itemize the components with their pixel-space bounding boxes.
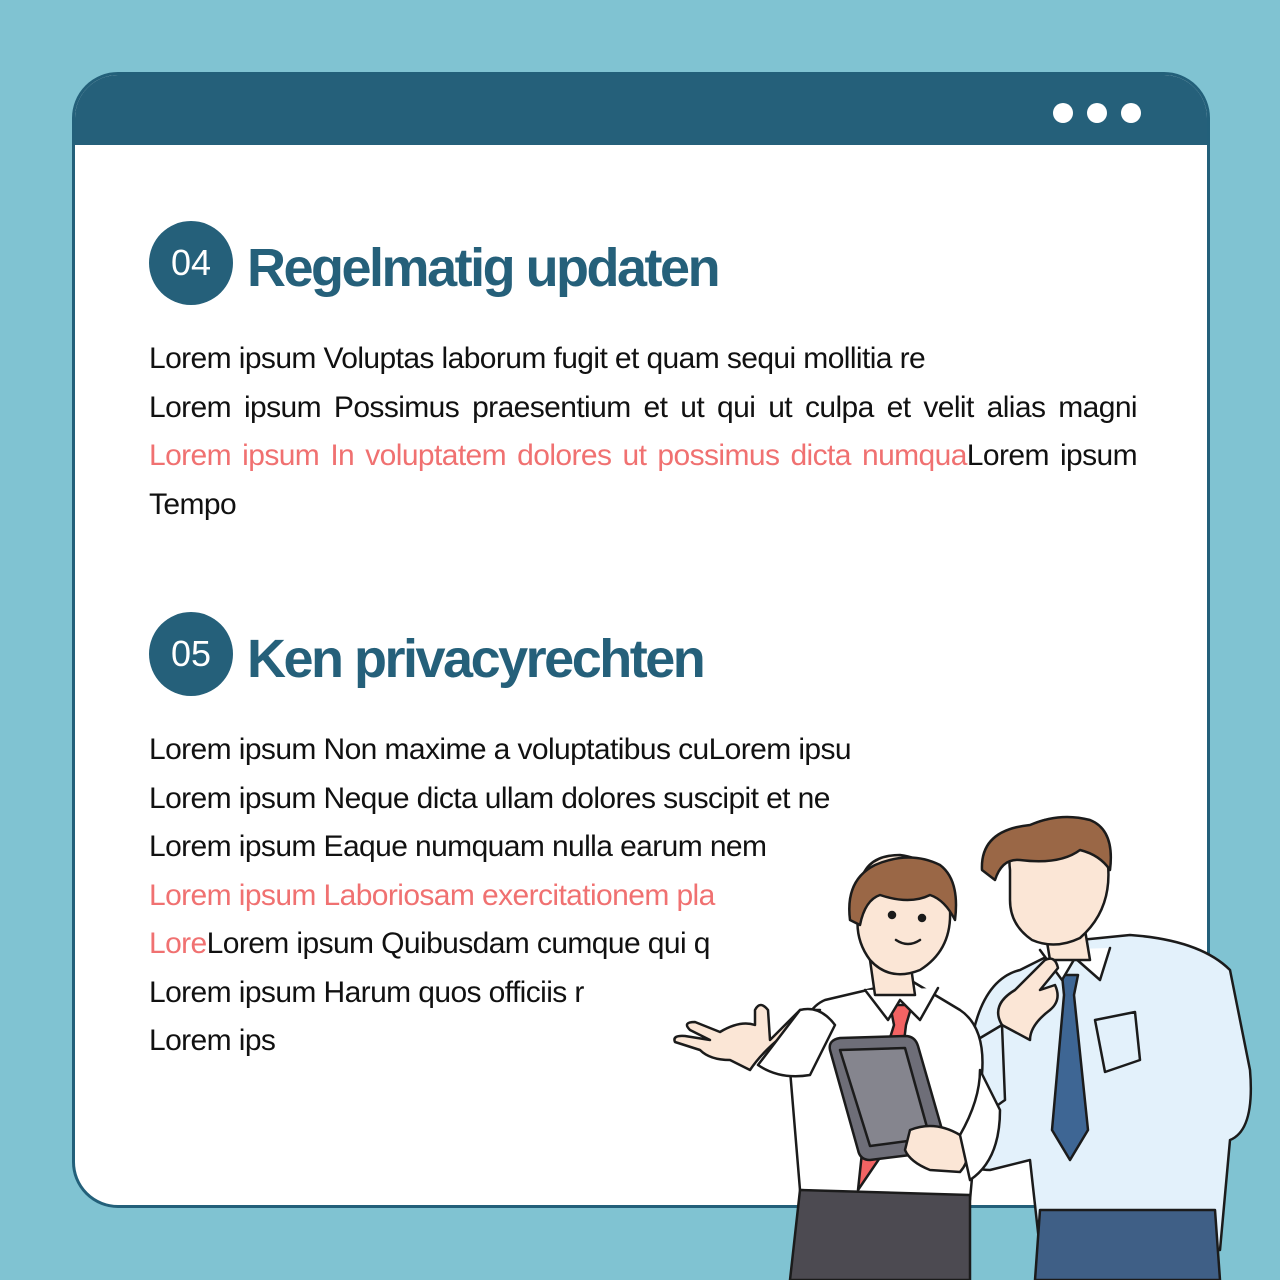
body-line: Lorem ipsum Voluptas laborum fugit et quam sequi mollitia re: [149, 342, 926, 375]
dot-icon: [1121, 103, 1141, 123]
paragraph-text: Lorem ipsum Possimus praesentium et ut qui ut culpa et velit alias magni: [149, 390, 1137, 424]
right-man-trousers: [1035, 1210, 1220, 1280]
dot-icon: [1087, 103, 1107, 123]
body-paragraph: [149, 384, 1137, 530]
paragraph-text-end: Lorem ipsum Tempo: [149, 439, 1137, 521]
window-titlebar: [75, 75, 1207, 145]
body-line: Lorem ipsum Eaque numquam nulla earum nem: [149, 830, 767, 863]
highlight-text: Lorem ipsum In voluptatem dolores ut possimus dicta numqua: [149, 439, 967, 472]
highlight-line: Lorem ipsum Laboriosam exercitationem pla: [149, 878, 715, 912]
two-businessmen-illustration: [660, 810, 1280, 1280]
section-regelmatig-updaten: [149, 221, 1137, 529]
section-number-badge: 04: [149, 221, 233, 305]
body-text-rest: Lorem ipsum Quibusdam cumque qui q: [206, 927, 710, 960]
section-body: [149, 335, 1137, 529]
highlight-text: Lore: [149, 927, 207, 960]
section-header: [149, 221, 1137, 305]
body-line: Lorem ipsum Neque dicta ullam dolores suscipit et ne: [149, 781, 830, 815]
body-line: Lorem ipsum Non maxime a voluptatibus cuLorem ipsu: [149, 733, 851, 766]
section-title: Ken privacyrechten: [247, 629, 704, 689]
section-title: Regelmatig updaten: [247, 238, 719, 298]
left-man-trousers: [790, 1190, 970, 1280]
dot-icon: [1053, 103, 1073, 123]
section-number-badge: 05: [149, 612, 233, 696]
body-line: Lorem ips: [149, 1024, 276, 1057]
section-header: [149, 612, 1137, 696]
body-line: Lorem ipsum Harum quos officiis r: [149, 975, 584, 1009]
window-menu-dots[interactable]: [1053, 103, 1141, 123]
